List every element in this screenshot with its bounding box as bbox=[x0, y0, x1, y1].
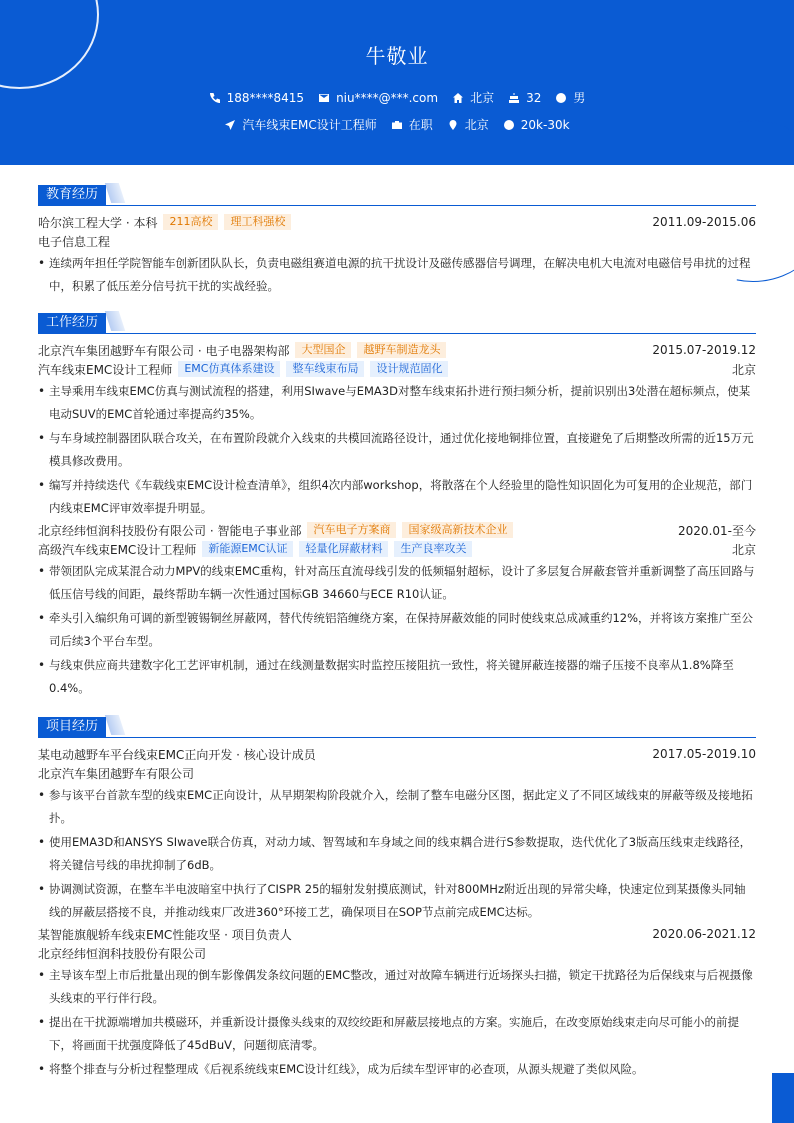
current-city: 北京 bbox=[470, 91, 495, 105]
list-item: • 牵头引入编织角可调的新型镀锡铜丝屏蔽网，替代传统铝箔缠绕方案，在保持屏蔽效能的同时使线束总成减重约12%，并将该方案推广至公司后续3个平台车型。 bbox=[38, 607, 756, 653]
section-title: 工作经历 bbox=[38, 313, 106, 333]
list-item: • 主导该车型上市后批量出现的倒车影像偶发条纹问题的EMC整改，通过对故障车辆进行近场探头扫描，锁定干扰路径为后保线束与后视摄像头线束的平行伴行段。 bbox=[38, 964, 756, 1010]
skill-tag: EMC仿真体系建设 bbox=[178, 361, 280, 377]
date-range: 2015.07-2019.12 bbox=[652, 343, 756, 357]
tag: 理工科强校 bbox=[224, 214, 291, 230]
list-item: • 将整个排查与分析过程整理成《后视系统线束EMC设计红线》，成为后续车型评审的必查项，从源头规避了类似风险。 bbox=[38, 1058, 756, 1081]
tag: 国家级高新技术企业 bbox=[402, 522, 513, 538]
list-item: • 主导乘用车线束EMC仿真与测试流程的搭建，利用SIwave与EMA3D对整车线束拓扑进行预扫频分析，提前识别出3处潜在超标频点，使某电动SUV的EMC首轮通过率提高约35%。 bbox=[38, 380, 756, 426]
date-range: 2017.05-2019.10 bbox=[652, 747, 756, 761]
job-role: 汽车线束EMC设计工程师 bbox=[38, 362, 173, 377]
list-item: • 连续两年担任学院智能车创新团队队长，负责电磁组赛道电源的抗干扰设计及磁传感器信号调理，在解决电机大电流对电磁信号串扰的过程中，积累了低压差分信号抗干扰的实战经验。 bbox=[38, 252, 756, 298]
project-name: 某电动越野车平台线束EMC正向开发 · 核心设计成员 bbox=[38, 747, 316, 762]
project-org: 北京经纬恒润科技股份有限公司 bbox=[38, 946, 207, 961]
school-name: 哈尔滨工程大学 · 本科 bbox=[38, 215, 158, 230]
mail-icon bbox=[318, 92, 330, 104]
company-name: 北京汽车集团越野车有限公司 · 电子电器架构部 bbox=[38, 343, 290, 358]
tag: 大型国企 bbox=[295, 342, 351, 358]
briefcase-icon bbox=[391, 119, 403, 131]
section-title: 教育经历 bbox=[38, 185, 106, 205]
home-icon bbox=[452, 92, 464, 104]
expected-salary: 20k-30k bbox=[520, 117, 570, 132]
list-item: • 与线束供应商共建数字化工艺评审机制，通过在线测量数据实时监控压接阻抗一致性，将关键屏蔽连接器的端子压接不良率从1.8%降至0.4%。 bbox=[38, 654, 756, 700]
section-header bbox=[38, 311, 756, 334]
contact-row bbox=[0, 89, 794, 106]
section-header-deco bbox=[105, 311, 125, 331]
cake-icon bbox=[508, 92, 520, 104]
target-city: 北京 bbox=[464, 118, 489, 132]
decorative-bar bbox=[772, 1073, 794, 1123]
date-range: 2011.09-2015.06 bbox=[652, 215, 756, 229]
tag: 越野车制造龙头 bbox=[357, 342, 446, 358]
list-item: • 与车身域控制器团队联合攻关，在布置阶段就介入线束的共模回流路径设计，通过优化接地铜排位置，直接避免了后期整改所需的近15万元模具修改费用。 bbox=[38, 427, 756, 473]
section-header bbox=[38, 183, 756, 206]
location-icon bbox=[447, 119, 459, 131]
gender: 男 bbox=[573, 91, 586, 105]
section-header-deco bbox=[105, 715, 125, 735]
target-row bbox=[0, 116, 794, 133]
skill-tag: 整车线束布局 bbox=[286, 361, 364, 377]
list-item: • 使用EMA3D和ANSYS SIwave联合仿真，对动力域、智驾域和车身域之间的线束耦合进行S参数提取，迭代优化了3版高压线束走线路径，将关键信号线的串扰抑制了6dB。 bbox=[38, 831, 756, 877]
work-section bbox=[38, 311, 756, 701]
company-name: 北京经纬恒润科技股份有限公司 · 智能电子事业部 bbox=[38, 523, 302, 538]
phone-number: 188****8415 bbox=[226, 90, 305, 105]
job-status: 在职 bbox=[408, 118, 433, 132]
phone-icon bbox=[209, 92, 221, 104]
date-range: 2020.01-至今 bbox=[678, 523, 756, 538]
list-item: • 编写并持续迭代《车载线束EMC设计检查清单》，组织4次内部workshop，将散落在个人经验里的隐性知识固化为可复用的企业规范，部门内线束EMC评审效率提升明显。 bbox=[38, 474, 756, 520]
major: 电子信息工程 bbox=[38, 234, 111, 249]
project-name: 某智能旗舰轿车线束EMC性能攻坚 · 项目负责人 bbox=[38, 927, 292, 942]
target-job: 汽车线束EMC设计工程师 bbox=[242, 118, 377, 132]
job-city: 北京 bbox=[731, 362, 756, 377]
money-icon bbox=[503, 119, 515, 131]
tag: 211高校 bbox=[163, 214, 218, 230]
date-range: 2020.06-2021.12 bbox=[652, 927, 756, 941]
skill-tag: 生产良率攻关 bbox=[394, 541, 472, 557]
list-item: • 参与该平台首款车型的线束EMC正向设计，从早期架构阶段就介入，绘制了整车电磁分区图，据此定义了不同区域线束的屏蔽等级及接地拓扑。 bbox=[38, 784, 756, 830]
tag: 汽车电子方案商 bbox=[307, 522, 396, 538]
section-title: 项目经历 bbox=[38, 717, 106, 737]
section-header bbox=[38, 715, 756, 738]
project-org: 北京汽车集团越野车有限公司 bbox=[38, 766, 195, 781]
education-section bbox=[38, 183, 756, 299]
job-role: 高级汽车线束EMC设计工程师 bbox=[38, 542, 197, 557]
list-item: • 提出在干扰源端增加共模磁环，并重新设计摄像头线束的双绞绞距和屏蔽层接地点的方案。实施后，在改变原始线束走向尽可能小的前提下，将画面干扰强度降低了45dBuV，问题彻底清零。 bbox=[38, 1011, 756, 1057]
job-city: 北京 bbox=[731, 542, 756, 557]
skill-tag: 设计规范固化 bbox=[370, 361, 448, 377]
section-header-deco bbox=[105, 183, 125, 203]
send-icon bbox=[224, 119, 236, 131]
candidate-name: 牛敬业 bbox=[365, 44, 429, 68]
skill-tag: 轻量化屏蔽材料 bbox=[299, 541, 388, 557]
projects-section bbox=[38, 715, 756, 1082]
list-item: • 带领团队完成某混合动力MPV的线束EMC重构，针对高压直流母线引发的低频辐射超标，设计了多层复合屏蔽套管并重新调整了高压回路与低压信号线的间距，最终帮助车辆一次性通过国标GB 34660与ECE R10认证。 bbox=[38, 560, 756, 606]
email-address: niu****@***.com bbox=[336, 90, 439, 105]
age: 32 bbox=[526, 90, 542, 105]
skill-tag: 新能源EMC认证 bbox=[202, 541, 293, 557]
resume-header bbox=[0, 0, 794, 165]
list-item: • 协调测试资源，在整车半电波暗室中执行了CISPR 25的辐射发射摸底测试，针对800MHz附近出现的异常尖峰，快速定位到某摄像头同轴线的屏蔽层搭接不良，并推动线束厂改进360°环接工艺，确保项目在SOP节点前完成EMC达标。 bbox=[38, 878, 756, 924]
gender-icon bbox=[555, 92, 567, 104]
